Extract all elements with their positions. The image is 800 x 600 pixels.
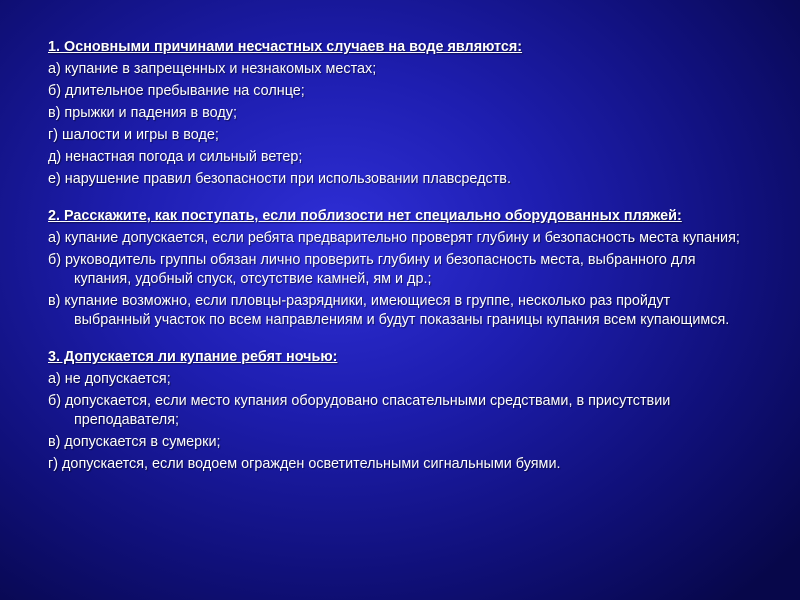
answer-option: г) шалости и игры в воде; — [48, 127, 219, 143]
answer-option: в) купание возможно, если пловцы-разрядники, имеющиеся в группе, несколько раз пройдут выбранный участок по всем направлениям и будут показаны границы купания всем купающимся. — [48, 293, 730, 328]
answer-option: в) прыжки и падения в воду; — [48, 105, 237, 121]
answer-option: а) купание допускается, если ребята предварительно проверят глубину и безопасность места купания; — [48, 230, 740, 246]
answer-option: б) длительное пребывание на солнце; — [48, 83, 305, 99]
question-3 — [48, 348, 748, 474]
question-title: 2. Расскажите, как поступать, если поблизости нет специально оборудованных пляжей: — [48, 208, 682, 224]
answer-option: а) купание в запрещенных и незнакомых местах; — [48, 61, 377, 77]
answer-option: д) ненастная погода и сильный ветер; — [48, 149, 303, 165]
answer-option: б) допускается, если место купания оборудовано спасательными средствами, в присутствии преподавателя; — [48, 393, 671, 428]
slide-content — [48, 38, 748, 492]
answer-option: е) нарушение правил безопасности при использовании плавсредств. — [48, 171, 511, 187]
answer-option: в) допускается в сумерки; — [48, 434, 221, 450]
answer-option: а) не допускается; — [48, 371, 171, 387]
question-title: 1. Основными причинами несчастных случаев на воде являются: — [48, 39, 523, 55]
answer-option: г) допускается, если водоем огражден осветительными сигнальными буями. — [48, 456, 561, 472]
question-2 — [48, 207, 748, 330]
question-1 — [48, 38, 748, 189]
answer-option: б) руководитель группы обязан лично проверить глубину и безопасность места, выбранного для купания, удобный спуск, отсутствие камней, ям и др.; — [48, 252, 696, 287]
question-title: 3. Допускается ли купание ребят ночью: — [48, 349, 338, 365]
